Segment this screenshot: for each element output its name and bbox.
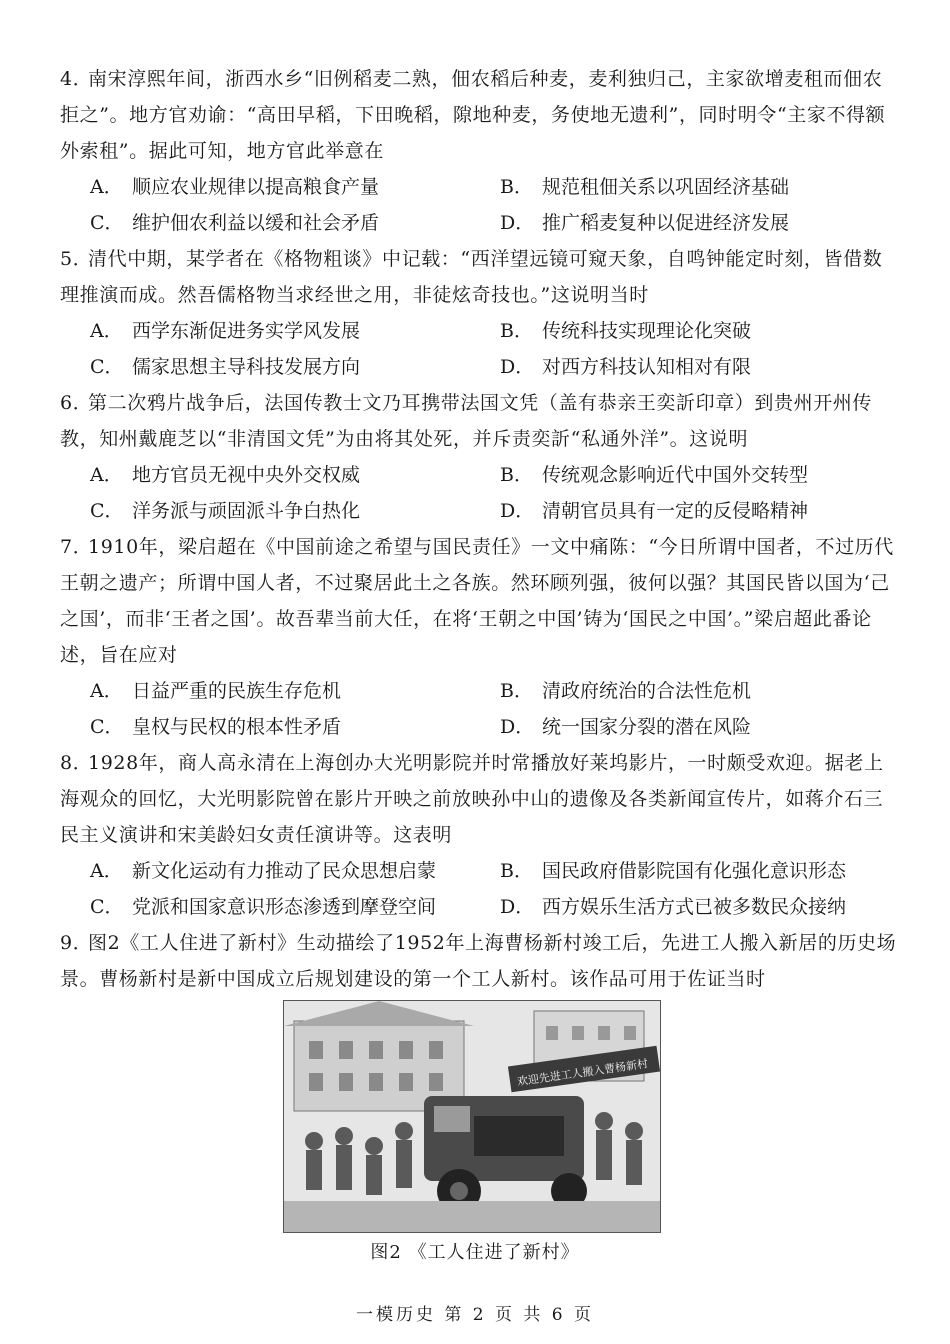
option-b: B． 规范租佃关系以巩固经济基础 [500,176,790,198]
question-8 [60,745,900,853]
banner-text: 欢迎先进工人搬入曹杨新村 [516,1057,649,1089]
workers-new-village-illustration [284,1001,660,1232]
option-d: D． 清朝官员具有一定的反侵略精神 [500,500,809,522]
question-text: 清代中期，某学者在《格物粗谈》中记载：“西洋望远镜可窥天象，自鸣钟能定时刻，皆借数理推演而成。然吾儒格物当求经世之用，非徒炫奇技也。”这说明当时 [60,248,883,306]
question-text: 图2《工人住进了新村》生动描绘了1952年上海曹杨新村竣工后，先进工人搬入新居的历史场景。曹杨新村是新中国成立后规划建设的第一个工人新村。该作品可用于佐证当时 [60,932,897,990]
question-text: 1928年，商人高永清在上海创办大光明影院并时常播放好莱坞影片，一时颇受欢迎。据老上海观众的回忆，大光明影院曾在影片开映之前放映孙中山的遗像及各类新闻宣传片，如蒋介石三民主义演讲和宋美龄妇女责任演讲等。这表明 [60,752,884,846]
figure-caption: 图2 《工人住进了新村》 [370,1242,580,1263]
option-c: C． 皇权与民权的根本性矛盾 [90,716,342,738]
option-b: B． 传统观念影响近代中国外交转型 [500,464,809,486]
option-c: C． 维护佃农利益以缓和社会矛盾 [90,212,380,234]
figure-illustration [283,1000,661,1233]
question-text: 第二次鸦片战争后，法国传教士文乃耳携带法国文凭（盖有恭亲王奕訢印章）到贵州开州传教，知州戴鹿芝以“非清国文凭”为由将其处死，并斥责奕訢“私通外洋”。这说明 [60,392,873,450]
option-a: A． 日益严重的民族生存危机 [90,680,342,702]
question-stem [60,385,900,457]
option-d: D． 推广稻麦复种以促进经济发展 [500,212,790,234]
option-d: D． 统一国家分裂的潜在风险 [500,716,752,738]
question-number: 5． [60,248,93,270]
option-a: A． 新文化运动有力推动了民众思想启蒙 [90,860,437,882]
option-a: A． 顺应农业规律以提高粮食产量 [90,176,380,198]
option-c: C． 洋务派与顽固派斗争白热化 [90,500,361,522]
page-footer: 一模历史 第 2 页 共 6 页 [355,1305,595,1325]
option-a: A． 地方官员无视中央外交权威 [90,464,361,486]
option-c: C． 儒家思想主导科技发展方向 [90,356,361,378]
question-stem [60,61,900,169]
question-7 [60,529,900,673]
question-text: 南宋淳熙年间，浙西水乡“旧例稻麦二熟，佃农稻后种麦，麦利独归己，主家欲增麦租而佃农拒之”。地方官劝谕：“高田早稻，下田晚稻，隙地种麦，务使地无遗利”，同时明令“主家不得额外索租”。据此可知，地方官此举意在 [60,68,886,162]
option-c: C． 党派和国家意识形态渗透到摩登空间 [90,896,437,918]
question-5 [60,241,900,313]
option-d: D． 对西方科技认知相对有限 [500,356,752,378]
question-stem [60,241,900,313]
question-9 [60,925,900,997]
question-number: 8． [60,752,93,774]
question-number: 6． [60,392,93,414]
question-text: 1910年，梁启超在《中国前途之希望与国民责任》一文中痛陈：“今日所谓中国者，不过历代王朝之遗产；所谓中国人者，不过聚居此土之各族。然环顾列强，彼何以强？其国民皆以国为‘己之国’，而非‘王者之国’。故吾辈当前大任，在将‘王朝之中国’铸为‘国民之中国’。”梁启超此番论述，旨在应对 [60,536,894,666]
option-b: B． 国民政府借影院国有化强化意识形态 [500,860,847,882]
question-number: 4． [60,68,93,90]
question-stem [60,745,900,853]
question-6 [60,385,900,457]
question-number: 7． [60,536,93,558]
question-stem [60,925,900,997]
question-stem [60,529,900,673]
question-4 [60,61,900,169]
option-d: D． 西方娱乐生活方式已被多数民众接纳 [500,896,847,918]
option-b: B． 清政府统治的合法性危机 [500,680,752,702]
option-a: A． 西学东渐促进务实学风发展 [90,320,361,342]
option-b: B． 传统科技实现理论化突破 [500,320,752,342]
question-number: 9． [60,932,93,954]
